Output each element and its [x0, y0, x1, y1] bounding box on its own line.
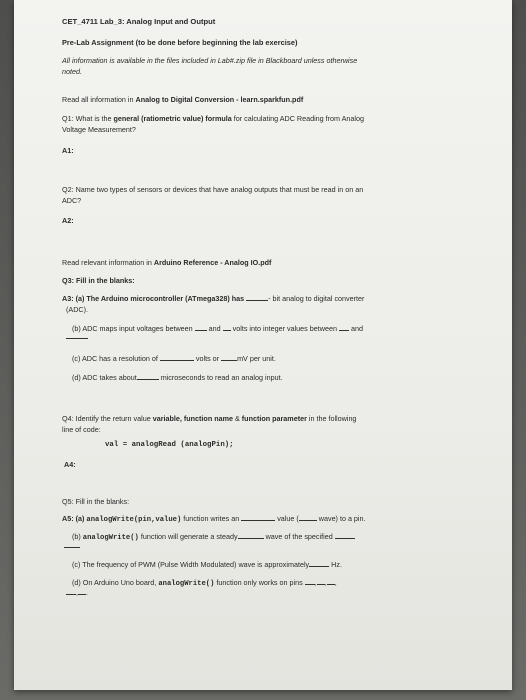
- a3c-text-3: mV per unit.: [237, 354, 276, 363]
- q1-suffix: for calculating ADC Reading from Analog: [231, 114, 365, 123]
- a3a-blank[interactable]: [246, 294, 268, 301]
- a3b-blank-2[interactable]: [223, 324, 231, 331]
- read2-prefix: Read relevant information in: [62, 258, 154, 267]
- a5b-blank-3[interactable]: [64, 541, 80, 548]
- a5b-line-2: [64, 541, 80, 551]
- a5d-blank-2[interactable]: [314, 578, 325, 587]
- a3c-text-1: (c) ADC has a resolution of: [72, 354, 158, 363]
- a3b-blank-3[interactable]: [339, 324, 349, 331]
- a3a-text-2: - bit analog to digital converter: [268, 294, 365, 303]
- a3b-text-1: (b) ADC maps input voltages between: [72, 324, 193, 333]
- note-line-1: All information is available in the files included in Lab#.zip file in Blackboard unless otherwise: [62, 56, 358, 65]
- q1-bold: general (ratiometric value) formula: [113, 114, 232, 123]
- a5d-sep-4: ,: [76, 588, 78, 597]
- a5c-blank[interactable]: [309, 560, 329, 567]
- a4-label: A4:: [64, 460, 76, 469]
- a3c-text-2: volts or: [195, 354, 220, 363]
- q4-suffix: in the following: [306, 414, 357, 423]
- a5a-text-4: wave) to a pin.: [318, 514, 366, 523]
- a3c-line: [72, 354, 276, 364]
- read-instruction-1: [62, 95, 303, 105]
- a5a-blank-1[interactable]: [241, 514, 275, 521]
- code-line: val = analogRead (analogPin);: [105, 441, 234, 449]
- a5b-line: [72, 532, 355, 544]
- a3d-blank[interactable]: [137, 373, 159, 380]
- a5d-sep-2: ,: [324, 578, 327, 587]
- a3a-text-1: A3: (a) The Arduino microcontroller (ATmega328) has: [62, 294, 245, 303]
- a3c-blank-2[interactable]: [221, 354, 237, 361]
- a3b-line-2: [66, 332, 88, 342]
- a5d-text-2: function only works on pins: [214, 578, 303, 587]
- a5d-code: analogWrite(): [158, 580, 215, 588]
- a5a-line: [62, 514, 366, 526]
- a5d-end: .: [86, 588, 88, 597]
- a5a-blank-2[interactable]: [299, 514, 317, 521]
- a5c-text-1: (c) The frequency of PWM (Pulse Width Modulated) wave is approximately: [72, 560, 310, 569]
- read2-source: Arduino Reference - Analog IO.pdf: [153, 258, 272, 267]
- prelab-heading: Pre-Lab Assignment (to be done before beginning the lab exercise): [62, 38, 298, 47]
- q3-heading: Q3: Fill in the blanks:: [62, 276, 135, 285]
- a3d-text-1: (d) ADC takes about: [72, 373, 137, 382]
- a3b-blank-1[interactable]: [195, 324, 207, 331]
- a3d-text-2: microseconds to read an analog input.: [160, 373, 283, 382]
- a5d-line: [72, 578, 337, 590]
- a5d-blank-4[interactable]: [66, 588, 76, 595]
- q5-heading: Q5: Fill in the blanks:: [62, 497, 130, 506]
- a5b-blank-2[interactable]: [335, 532, 355, 539]
- q2-line-2: ADC?: [62, 196, 82, 205]
- q4-line-2: line of code:: [62, 425, 101, 434]
- a5d-sep-1: ,: [314, 578, 317, 587]
- a3c-blank-1[interactable]: [160, 354, 194, 361]
- q1-line-2: Voltage Measurement?: [62, 125, 136, 134]
- a5d-blank-5[interactable]: [78, 588, 86, 595]
- q4-mid: &: [232, 414, 242, 423]
- a5d-line-2: [66, 588, 88, 598]
- q4-bold-2: function parameter: [241, 414, 307, 423]
- read1-prefix: Read all information in: [62, 95, 136, 104]
- q2-line-1: Q2: Name two types of sensors or devices that have analog outputs that must be read in on an: [62, 185, 364, 194]
- a3b-blank-4[interactable]: [66, 332, 88, 339]
- read-instruction-2: [62, 258, 271, 268]
- a5c-text-2: Hz.: [331, 560, 342, 569]
- a5a-text-2: function writes an: [181, 514, 240, 523]
- a5a-code: analogWrite(pin,value): [86, 516, 182, 524]
- a5d-text-1: (d) On Arduino Uno board,: [72, 578, 159, 587]
- a3a-line-2: (ADC).: [66, 305, 88, 314]
- q1-prefix: Q1: What is the: [62, 114, 114, 123]
- a5d-blank-1[interactable]: [305, 578, 315, 585]
- a5d-sep-3: ,: [334, 578, 337, 587]
- document-page: [14, 0, 512, 690]
- a5b-text-3: wave of the specified: [265, 532, 333, 541]
- q1-line-1: [62, 114, 364, 124]
- a3b-text-3: volts into integer values between: [232, 324, 337, 333]
- a5c-line: [72, 560, 342, 570]
- q4-bold-1: variable, function name: [152, 414, 233, 423]
- a5d-blank-3[interactable]: [324, 578, 335, 587]
- a3d-line: [72, 373, 283, 383]
- a5b-blank-1[interactable]: [238, 532, 264, 539]
- q4-prefix: Q4: Identify the return value: [62, 414, 153, 423]
- a3b-text-4: and: [350, 324, 363, 333]
- a1-label: A1:: [62, 146, 74, 155]
- a3a-line: [62, 294, 364, 304]
- doc-title: CET_4711 Lab_3: Analog Input and Output: [62, 17, 216, 26]
- a5b-code: analogWrite(): [82, 534, 139, 542]
- a5b-text-1: (b): [72, 532, 83, 541]
- q4-line-1: [62, 414, 356, 424]
- note-line-2: noted.: [62, 67, 82, 76]
- read1-source: Analog to Digital Conversion - learn.sparkfun.pdf: [135, 95, 304, 104]
- a2-label: A2:: [62, 216, 74, 225]
- a3b-line: [72, 324, 363, 334]
- a5a-text-3: value (: [277, 514, 299, 523]
- a5a-text-1: A5: (a): [62, 514, 87, 523]
- a3b-text-2: and: [208, 324, 221, 333]
- a5b-text-2: function will generate a steady: [138, 532, 238, 541]
